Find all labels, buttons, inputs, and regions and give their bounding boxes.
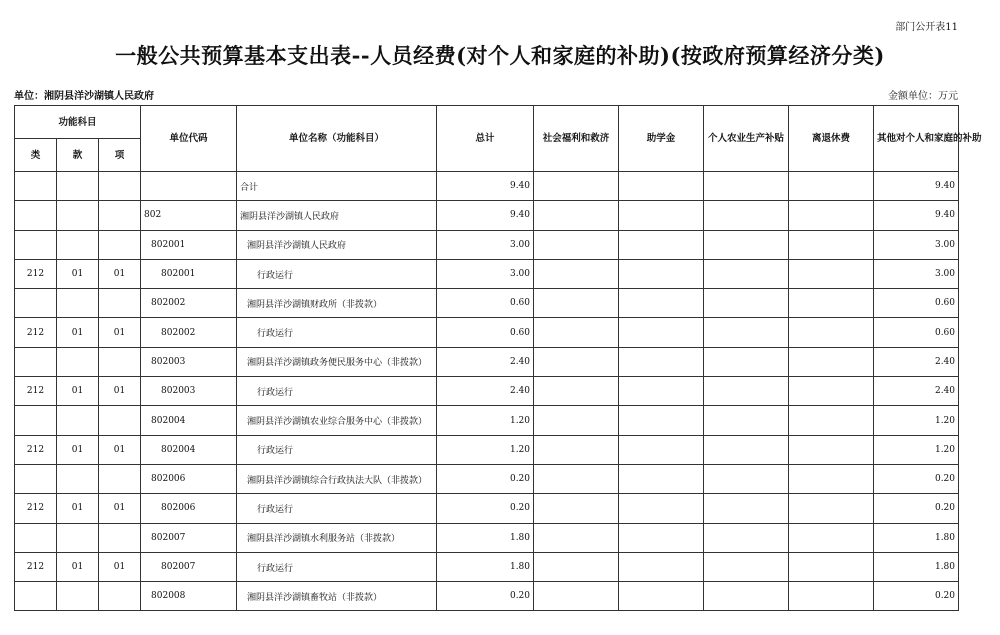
cell-code: 802003 <box>141 347 237 376</box>
cell-xiang <box>99 172 141 201</box>
cell-name: 湘阴县洋沙湖镇农业综合服务中心（非拨款） <box>237 406 437 435</box>
cell-lei <box>15 347 57 376</box>
cell-kuan <box>57 523 99 552</box>
cell-total: 1.80 <box>437 552 534 581</box>
cell-xiang <box>99 347 141 376</box>
cell-xiang: 01 <box>99 435 141 464</box>
cell-lei <box>15 464 57 493</box>
cell-lei <box>15 523 57 552</box>
cell-farm-subsidy <box>704 377 789 406</box>
cell-total: 2.40 <box>437 377 534 406</box>
cell-farm-subsidy <box>704 289 789 318</box>
cell-name: 湘阴县洋沙湖镇综合行政执法大队（非拨款） <box>237 464 437 493</box>
cell-kuan <box>57 347 99 376</box>
cell-code: 802 <box>141 201 237 230</box>
cell-welfare <box>534 464 619 493</box>
header-other-subsidy: 其他对个人和家庭的补助 <box>874 106 959 172</box>
cell-welfare <box>534 582 619 611</box>
cell-lei <box>15 201 57 230</box>
cell-retire <box>789 494 874 523</box>
cell-name: 湘阴县洋沙湖镇人民政府 <box>237 201 437 230</box>
table-row <box>15 201 959 230</box>
cell-scholarship <box>619 582 704 611</box>
cell-lei: 212 <box>15 259 57 288</box>
cell-farm-subsidy <box>704 230 789 259</box>
cell-total: 0.20 <box>437 582 534 611</box>
cell-name: 行政运行 <box>237 552 437 581</box>
cell-total: 2.40 <box>437 347 534 376</box>
cell-retire <box>789 523 874 552</box>
cell-code: 802007 <box>141 552 237 581</box>
unit-label: 单位：湘阴县洋沙湖镇人民政府 <box>14 91 154 102</box>
header-function-subject: 功能科目 <box>15 106 141 139</box>
header-kuan: 款 <box>57 139 99 172</box>
cell-scholarship <box>619 523 704 552</box>
cell-code: 802002 <box>141 318 237 347</box>
header-scholarship: 助学金 <box>619 106 704 172</box>
header-total: 总计 <box>437 106 534 172</box>
cell-lei <box>15 406 57 435</box>
cell-xiang: 01 <box>99 377 141 406</box>
cell-name: 合计 <box>237 172 437 201</box>
cell-scholarship <box>619 347 704 376</box>
cell-other: 1.80 <box>874 552 959 581</box>
cell-farm-subsidy <box>704 406 789 435</box>
cell-welfare <box>534 347 619 376</box>
cell-welfare <box>534 435 619 464</box>
cell-total: 9.40 <box>437 172 534 201</box>
cell-kuan <box>57 582 99 611</box>
cell-other: 0.20 <box>874 582 959 611</box>
cell-code: 802006 <box>141 464 237 493</box>
cell-kuan: 01 <box>57 377 99 406</box>
cell-code: 802001 <box>141 259 237 288</box>
cell-welfare <box>534 259 619 288</box>
table-row <box>15 494 959 523</box>
cell-code: 802007 <box>141 523 237 552</box>
cell-welfare <box>534 289 619 318</box>
table-row <box>15 582 959 611</box>
cell-code: 802003 <box>141 377 237 406</box>
cell-other: 0.20 <box>874 464 959 493</box>
cell-other: 0.20 <box>874 494 959 523</box>
table-row <box>15 377 959 406</box>
cell-name: 湘阴县洋沙湖镇水利服务站（非拨款） <box>237 523 437 552</box>
cell-total: 1.20 <box>437 406 534 435</box>
cell-xiang <box>99 464 141 493</box>
cell-total: 0.20 <box>437 464 534 493</box>
cell-xiang: 01 <box>99 259 141 288</box>
cell-total: 0.20 <box>437 494 534 523</box>
form-number: 部门公开表11 <box>895 22 958 33</box>
cell-code: 802006 <box>141 494 237 523</box>
cell-name: 行政运行 <box>237 318 437 347</box>
cell-lei: 212 <box>15 318 57 347</box>
cell-kuan <box>57 464 99 493</box>
cell-other: 2.40 <box>874 377 959 406</box>
cell-lei: 212 <box>15 377 57 406</box>
cell-scholarship <box>619 494 704 523</box>
cell-xiang <box>99 523 141 552</box>
header-retirement: 离退休费 <box>789 106 874 172</box>
cell-retire <box>789 289 874 318</box>
currency-label: 金额单位：万元 <box>888 91 958 102</box>
table-row <box>15 230 959 259</box>
header-unit-code: 单位代码 <box>141 106 237 172</box>
cell-kuan: 01 <box>57 259 99 288</box>
header-unit-name: 单位名称（功能科目） <box>237 106 437 172</box>
cell-welfare <box>534 377 619 406</box>
header-welfare: 社会福利和救济 <box>534 106 619 172</box>
cell-scholarship <box>619 318 704 347</box>
table-row <box>15 464 959 493</box>
cell-other: 1.80 <box>874 523 959 552</box>
cell-farm-subsidy <box>704 552 789 581</box>
cell-name: 湘阴县洋沙湖镇政务便民服务中心（非拨款） <box>237 347 437 376</box>
cell-farm-subsidy <box>704 494 789 523</box>
header-xiang: 项 <box>99 139 141 172</box>
cell-scholarship <box>619 377 704 406</box>
cell-other: 1.20 <box>874 406 959 435</box>
cell-scholarship <box>619 230 704 259</box>
cell-kuan: 01 <box>57 318 99 347</box>
cell-welfare <box>534 318 619 347</box>
cell-kuan: 01 <box>57 494 99 523</box>
table-row <box>15 259 959 288</box>
cell-other: 2.40 <box>874 347 959 376</box>
cell-kuan: 01 <box>57 435 99 464</box>
cell-scholarship <box>619 552 704 581</box>
cell-retire <box>789 582 874 611</box>
cell-farm-subsidy <box>704 523 789 552</box>
cell-lei: 212 <box>15 494 57 523</box>
cell-xiang <box>99 289 141 318</box>
cell-retire <box>789 201 874 230</box>
cell-scholarship <box>619 289 704 318</box>
table-row <box>15 347 959 376</box>
cell-retire <box>789 435 874 464</box>
cell-other: 3.00 <box>874 230 959 259</box>
table-row <box>15 552 959 581</box>
header-lei: 类 <box>15 139 57 172</box>
cell-kuan <box>57 230 99 259</box>
cell-welfare <box>534 552 619 581</box>
cell-lei <box>15 289 57 318</box>
cell-kuan <box>57 289 99 318</box>
cell-name: 行政运行 <box>237 377 437 406</box>
cell-other: 0.60 <box>874 318 959 347</box>
cell-welfare <box>534 172 619 201</box>
cell-other: 3.00 <box>874 259 959 288</box>
cell-other: 9.40 <box>874 201 959 230</box>
cell-retire <box>789 230 874 259</box>
table-row <box>15 289 959 318</box>
cell-total: 3.00 <box>437 230 534 259</box>
cell-scholarship <box>619 435 704 464</box>
table-row <box>15 318 959 347</box>
cell-total: 1.80 <box>437 523 534 552</box>
cell-lei <box>15 230 57 259</box>
cell-kuan <box>57 406 99 435</box>
cell-lei: 212 <box>15 552 57 581</box>
cell-total: 0.60 <box>437 318 534 347</box>
cell-code: 802001 <box>141 230 237 259</box>
cell-total: 9.40 <box>437 201 534 230</box>
cell-name: 湘阴县洋沙湖镇畜牧站（非拨款） <box>237 582 437 611</box>
cell-total: 0.60 <box>437 289 534 318</box>
cell-name: 湘阴县洋沙湖镇人民政府 <box>237 230 437 259</box>
cell-welfare <box>534 523 619 552</box>
cell-xiang: 01 <box>99 318 141 347</box>
cell-kuan <box>57 172 99 201</box>
cell-retire <box>789 552 874 581</box>
cell-scholarship <box>619 259 704 288</box>
cell-xiang <box>99 582 141 611</box>
header-farm-subsidy: 个人农业生产补贴 <box>704 106 789 172</box>
cell-farm-subsidy <box>704 464 789 493</box>
cell-xiang <box>99 230 141 259</box>
cell-xiang: 01 <box>99 552 141 581</box>
cell-other: 1.20 <box>874 435 959 464</box>
cell-xiang <box>99 406 141 435</box>
cell-farm-subsidy <box>704 582 789 611</box>
cell-code <box>141 172 237 201</box>
cell-retire <box>789 172 874 201</box>
cell-scholarship <box>619 201 704 230</box>
cell-code: 802004 <box>141 435 237 464</box>
cell-other: 9.40 <box>874 172 959 201</box>
cell-code: 802002 <box>141 289 237 318</box>
cell-lei <box>15 582 57 611</box>
expenditure-table <box>14 105 982 611</box>
cell-scholarship <box>619 172 704 201</box>
table-row <box>15 406 959 435</box>
cell-retire <box>789 318 874 347</box>
table-row <box>15 172 959 201</box>
cell-farm-subsidy <box>704 318 789 347</box>
cell-retire <box>789 406 874 435</box>
cell-farm-subsidy <box>704 347 789 376</box>
cell-retire <box>789 377 874 406</box>
cell-code: 802004 <box>141 406 237 435</box>
cell-retire <box>789 259 874 288</box>
cell-other: 0.60 <box>874 289 959 318</box>
cell-scholarship <box>619 406 704 435</box>
cell-farm-subsidy <box>704 435 789 464</box>
cell-kuan: 01 <box>57 552 99 581</box>
cell-lei: 212 <box>15 435 57 464</box>
cell-name: 行政运行 <box>237 435 437 464</box>
cell-name: 湘阴县洋沙湖镇财政所（非拨款） <box>237 289 437 318</box>
cell-farm-subsidy <box>704 172 789 201</box>
cell-total: 3.00 <box>437 259 534 288</box>
cell-kuan <box>57 201 99 230</box>
cell-xiang: 01 <box>99 494 141 523</box>
cell-code: 802008 <box>141 582 237 611</box>
cell-xiang <box>99 201 141 230</box>
cell-welfare <box>534 230 619 259</box>
table-row <box>15 523 959 552</box>
cell-farm-subsidy <box>704 201 789 230</box>
page-title: 一般公共预算基本支出表--人员经费(对个人和家庭的补助)(按政府预算经济分类) <box>115 43 885 68</box>
cell-scholarship <box>619 464 704 493</box>
cell-farm-subsidy <box>704 259 789 288</box>
table-row <box>15 435 959 464</box>
cell-welfare <box>534 201 619 230</box>
cell-lei <box>15 172 57 201</box>
cell-retire <box>789 347 874 376</box>
cell-welfare <box>534 406 619 435</box>
cell-total: 1.20 <box>437 435 534 464</box>
cell-name: 行政运行 <box>237 494 437 523</box>
cell-welfare <box>534 494 619 523</box>
cell-name: 行政运行 <box>237 259 437 288</box>
cell-retire <box>789 464 874 493</box>
